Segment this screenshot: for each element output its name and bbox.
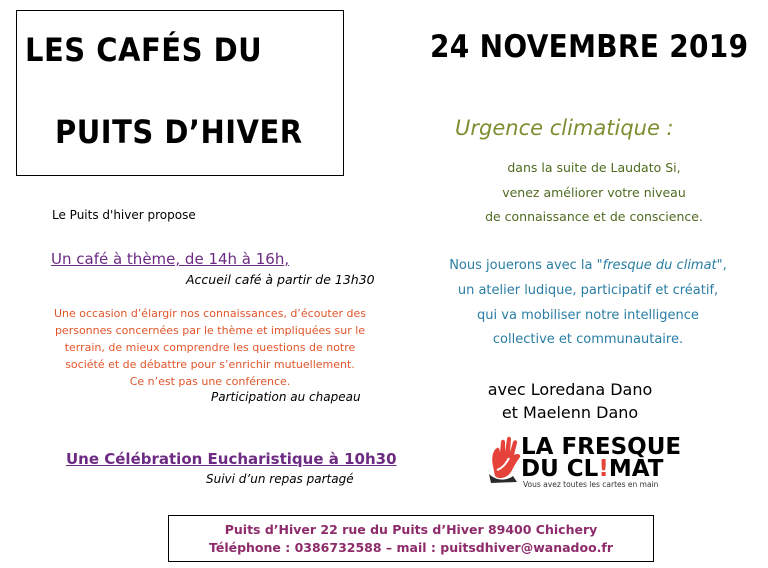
logo-text-line-1: LA FRESQUE (521, 434, 682, 460)
occasion-line-1: Une occasion d’élargir nos connaissances, d’écouter des (53, 307, 366, 320)
footer-address: Puits d’Hiver 22 rue du Puits d’Hiver 89400 Chichery (224, 522, 598, 537)
occasion-line-4: société et de débattre pour s’enrichir mutuellement. (65, 358, 355, 371)
laudato-line-3: de connaissance et de conscience. (485, 209, 703, 224)
event-date: 24 NOVEMBRE 2019 (430, 28, 749, 65)
occasion-line-5: Ce n’est pas une conférence. (129, 375, 291, 388)
atelier-line-1: un atelier ludique, participatif et créatif, (457, 283, 719, 298)
accueil-text: Accueil café à partir de 13h30 (186, 272, 375, 287)
laudato-line-2: venez améliorer votre niveau (502, 185, 686, 200)
atelier-line-2: qui va mobiliser notre intelligence (477, 308, 699, 323)
laudato-line-1: dans la suite de Laudato Si, (507, 160, 681, 175)
footer-contact-box (168, 515, 654, 562)
jouerons-suffix: , (722, 258, 727, 273)
logo-text-line-2: DU CL!MAT (521, 456, 664, 482)
propose-label: Le Puits d'hiver propose (52, 208, 196, 222)
fresque-du-climat-logo (487, 436, 687, 490)
jouerons-prefix: Nous jouerons avec la (449, 258, 597, 273)
jouerons-line (408, 258, 768, 273)
repas-text: Suivi d’un repas partagé (206, 472, 354, 486)
occasion-line-2: personnes concernées par le thème et impliquées sur le (54, 324, 366, 337)
atelier-line-3: collective et communautaire. (492, 332, 684, 347)
logo-tagline: Vous avez toutes les cartes en main (523, 480, 659, 489)
footer-contact: Téléphone : 0386732588 – mail : puitsdhiver@wanadoo.fr (208, 540, 614, 555)
cafe-theme-link[interactable]: Un café à thème, de 14h à 16h, (51, 250, 290, 268)
avec-line-1: avec Loredana Dano (487, 380, 653, 399)
celebration-link[interactable]: Une Célébration Eucharistique à 10h30 (66, 450, 397, 468)
participation-text: Participation au chapeau (211, 390, 361, 404)
urgence-heading: Urgence climatique : (455, 116, 674, 140)
title-line-2: PUITS D’HIVER (55, 113, 303, 151)
fresque-du-climat-quote: "fresque du climat" (596, 258, 723, 273)
title-line-1: LES CAFÉS DU (25, 31, 263, 69)
title-box (16, 10, 344, 176)
avec-line-2: et Maelenn Dano (501, 403, 639, 422)
occasion-line-3: terrain, de mieux comprendre les questions de notre (64, 341, 356, 354)
